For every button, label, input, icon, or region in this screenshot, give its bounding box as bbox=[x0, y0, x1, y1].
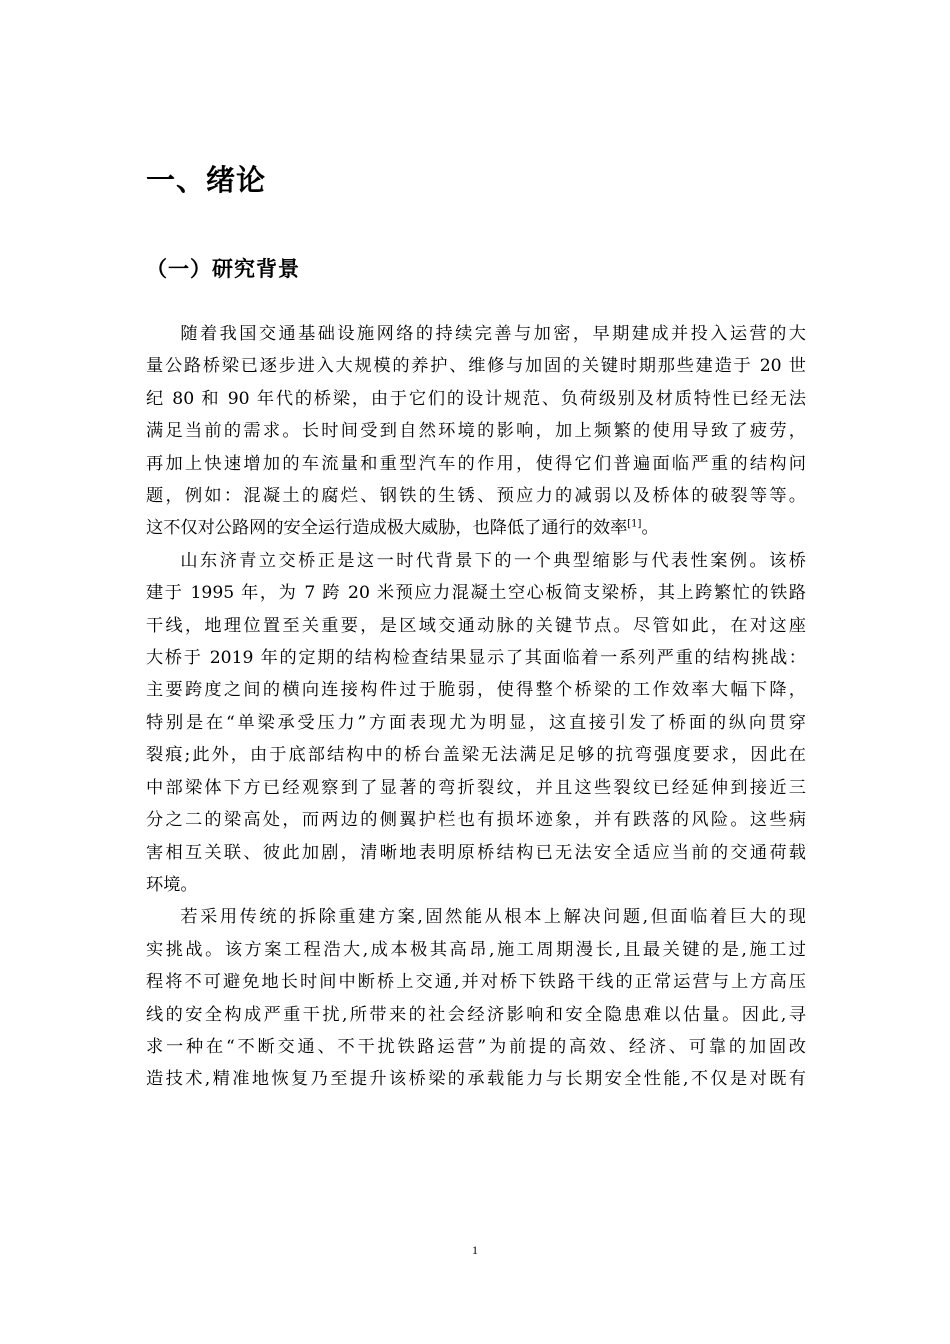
text-line: 实挑战。该方案工程浩大,成本极其高昂,施工周期漫长,且最关键的是,施工过 bbox=[146, 939, 806, 960]
text-line: 题，例如：混凝土的腐烂、钢铁的生锈、预应力的减弱以及桥体的破裂等等。 bbox=[146, 486, 806, 507]
section-title: （一）研究背景 bbox=[146, 257, 300, 281]
text-line-tail: 。 bbox=[641, 518, 659, 539]
text-line: 程将不可避免地长时间中断桥上交通,并对桥下铁路干线的正常运营与上方高压 bbox=[146, 972, 806, 993]
page-number: 1 bbox=[472, 1243, 478, 1257]
text-line: 求一种在“不断交通、不干扰铁路运营”为前提的高效、经济、可靠的加固改 bbox=[146, 1036, 806, 1057]
text-line: 造技术,精准地恢复乃至提升该桥梁的承载能力与长期安全性能,不仅是对既有 bbox=[146, 1069, 806, 1090]
text-line: 裂痕;此外，由于底部结构中的桥台盖梁无法满足足够的抗弯强度要求，因此在 bbox=[146, 745, 806, 766]
text-line: 纪 80 和 90 年代的桥梁，由于它们的设计规范、负荷级别及材质特性已经无法 bbox=[146, 388, 806, 409]
text-line: 大桥于 2019 年的定期的结构检查结果显示了其面临着一系列严重的结构挑战： bbox=[146, 648, 806, 669]
paragraph-background-1 bbox=[146, 318, 806, 545]
paragraph-background-3 bbox=[146, 901, 806, 1095]
body-text bbox=[146, 318, 806, 1096]
text-line-with-citation bbox=[146, 512, 806, 544]
text-line: 若采用传统的拆除重建方案,固然能从根本上解决问题,但面临着巨大的现 bbox=[180, 907, 806, 928]
text-line: 害相互关联、彼此加剧，清晰地表明原桥结构已无法安全适应当前的交通荷载 bbox=[146, 842, 806, 863]
text-line: 主要跨度之间的横向连接构件过于脆弱，使得整个桥梁的工作效率大幅下降， bbox=[146, 680, 806, 701]
text-line: 再加上快速增加的车流量和重型汽车的作用，使得它们普遍面临严重的结构问 bbox=[146, 453, 806, 474]
text-line: 分之二的梁高处，而两边的侧翼护栏也有损坏迹象，并有跌落的风险。这些病 bbox=[146, 810, 806, 831]
text-line: 线的安全构成严重干扰,所带来的社会经济影响和安全隐患难以估量。因此,寻 bbox=[146, 1004, 806, 1025]
text-line: 山东济青立交桥正是这一时代背景下的一个典型缩影与代表性案例。该桥 bbox=[180, 550, 806, 571]
paragraph-background-2 bbox=[146, 545, 806, 901]
text-line: 干线，地理位置至关重要，是区域交通动脉的关键节点。尽管如此，在对这座 bbox=[146, 615, 806, 636]
text-line: 这不仅对公路网的安全运行造成极大威胁，也降低了通行的效率 bbox=[146, 518, 628, 539]
text-line: 满足当前的需求。长时间受到自然环境的影响，加上频繁的使用导致了疲劳， bbox=[146, 421, 806, 442]
text-line: 建于 1995 年，为 7 跨 20 米预应力混凝土空心板简支梁桥，其上跨繁忙的铁路 bbox=[146, 583, 806, 604]
text-line: 环境。 bbox=[146, 874, 198, 895]
text-line: 随着我国交通基础设施网络的持续完善与加密，早期建成并投入运营的大 bbox=[180, 324, 806, 344]
citation-marker: [1] bbox=[627, 518, 642, 530]
text-line: 量公路桥梁已逐步进入大规模的养护、维修与加固的关键时期那些建造于 20 世 bbox=[146, 356, 806, 377]
text-line: 特别是在“单梁承受压力”方面表现尤为明显，这直接引发了桥面的纵向贯穿 bbox=[146, 712, 806, 733]
text-line: 中部梁体下方已经观察到了显著的弯折裂纹，并且这些裂纹已经延伸到接近三 bbox=[146, 777, 806, 798]
chapter-title: 一、绪论 bbox=[146, 163, 267, 197]
